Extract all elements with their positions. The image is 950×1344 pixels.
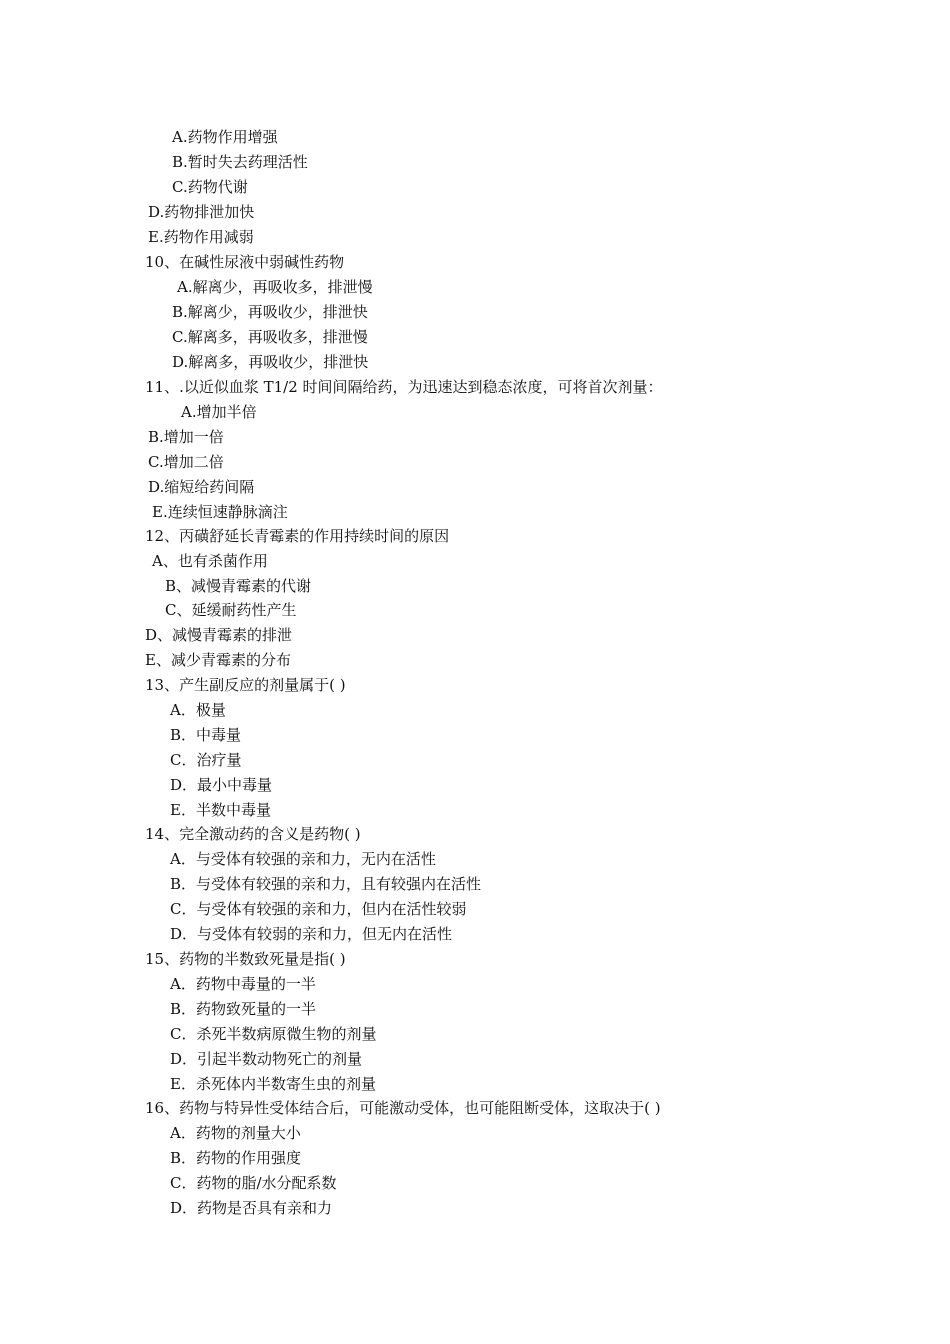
option-line: B、减慢青霉素的代谢 xyxy=(165,577,312,595)
option-line: B．中毒量 xyxy=(170,726,242,744)
question-line: 14、完全激动药的含义是药物( ) xyxy=(145,825,361,843)
option-line: D.药物排泄加快 xyxy=(148,203,255,221)
option-line: D．最小中毒量 xyxy=(170,776,273,794)
option-line: B．与受体有较强的亲和力，且有较强内在活性 xyxy=(170,875,482,893)
option-line: E．半数中毒量 xyxy=(170,801,271,819)
question-line: 11、.以近似血浆 T1/2 时间间隔给药，为迅速达到稳态浓度，可将首次剂量： xyxy=(145,378,663,396)
option-line: B.解离少，再吸收少，排泄快 xyxy=(172,303,368,321)
option-line: B.增加一倍 xyxy=(148,428,224,446)
option-line: D、减慢青霉素的排泄 xyxy=(145,626,293,644)
option-line: E．杀死体内半数寄生虫的剂量 xyxy=(170,1075,376,1093)
option-line: C．药物的脂/水分配系数 xyxy=(170,1174,337,1192)
option-line: E.连续恒速静脉滴注 xyxy=(152,503,288,521)
question-line: 10、在碱性尿液中弱碱性药物 xyxy=(145,253,345,271)
option-line: A、也有杀菌作用 xyxy=(152,552,268,570)
option-line: C．杀死半数病原微生物的剂量 xyxy=(170,1025,377,1043)
option-line: B．药物致死量的一半 xyxy=(170,1000,317,1018)
question-line: 15、药物的半数致死量是指( ) xyxy=(145,950,346,968)
option-line: C.解离多，再吸收多，排泄慢 xyxy=(172,328,368,346)
question-line: 13、产生副反应的剂量属于( ) xyxy=(145,676,346,694)
option-line: A．与受体有较强的亲和力，无内在活性 xyxy=(170,850,436,868)
option-line: C．与受体有较强的亲和力，但内在活性较弱 xyxy=(170,900,467,918)
option-line: B．药物的作用强度 xyxy=(170,1149,302,1167)
option-line: D．药物是否具有亲和力 xyxy=(170,1199,333,1217)
option-line: A．药物的剂量大小 xyxy=(170,1124,301,1142)
option-line: D.缩短给药间隔 xyxy=(148,478,255,496)
option-line: E.药物作用减弱 xyxy=(148,228,254,246)
option-line: C、延缓耐药性产生 xyxy=(165,601,297,619)
option-line: A．极量 xyxy=(170,701,226,719)
option-line: B.暂时失去药理活性 xyxy=(172,153,308,171)
option-line: A.药物作用增强 xyxy=(172,128,278,146)
question-line: 16、药物与特异性受体结合后，可能激动受体，也可能阻断受体，这取决于( ) xyxy=(145,1099,661,1117)
option-line: C.增加二倍 xyxy=(148,453,224,471)
option-line: E、减少青霉素的分布 xyxy=(145,651,291,669)
question-line: 12、丙磺舒延长青霉素的作用持续时间的原因 xyxy=(145,527,450,545)
option-line: C．治疗量 xyxy=(170,751,242,769)
option-line: C.药物代谢 xyxy=(172,178,248,196)
option-line: D．引起半数动物死亡的剂量 xyxy=(170,1050,363,1068)
option-line: A．药物中毒量的一半 xyxy=(170,975,316,993)
option-line: D.解离多，再吸收少，排泄快 xyxy=(172,353,369,371)
option-line: A.增加半倍 xyxy=(181,403,257,421)
option-line: A.解离少，再吸收多，排泄慢 xyxy=(177,278,373,296)
option-line: D．与受体有较弱的亲和力，但无内在活性 xyxy=(170,925,453,943)
